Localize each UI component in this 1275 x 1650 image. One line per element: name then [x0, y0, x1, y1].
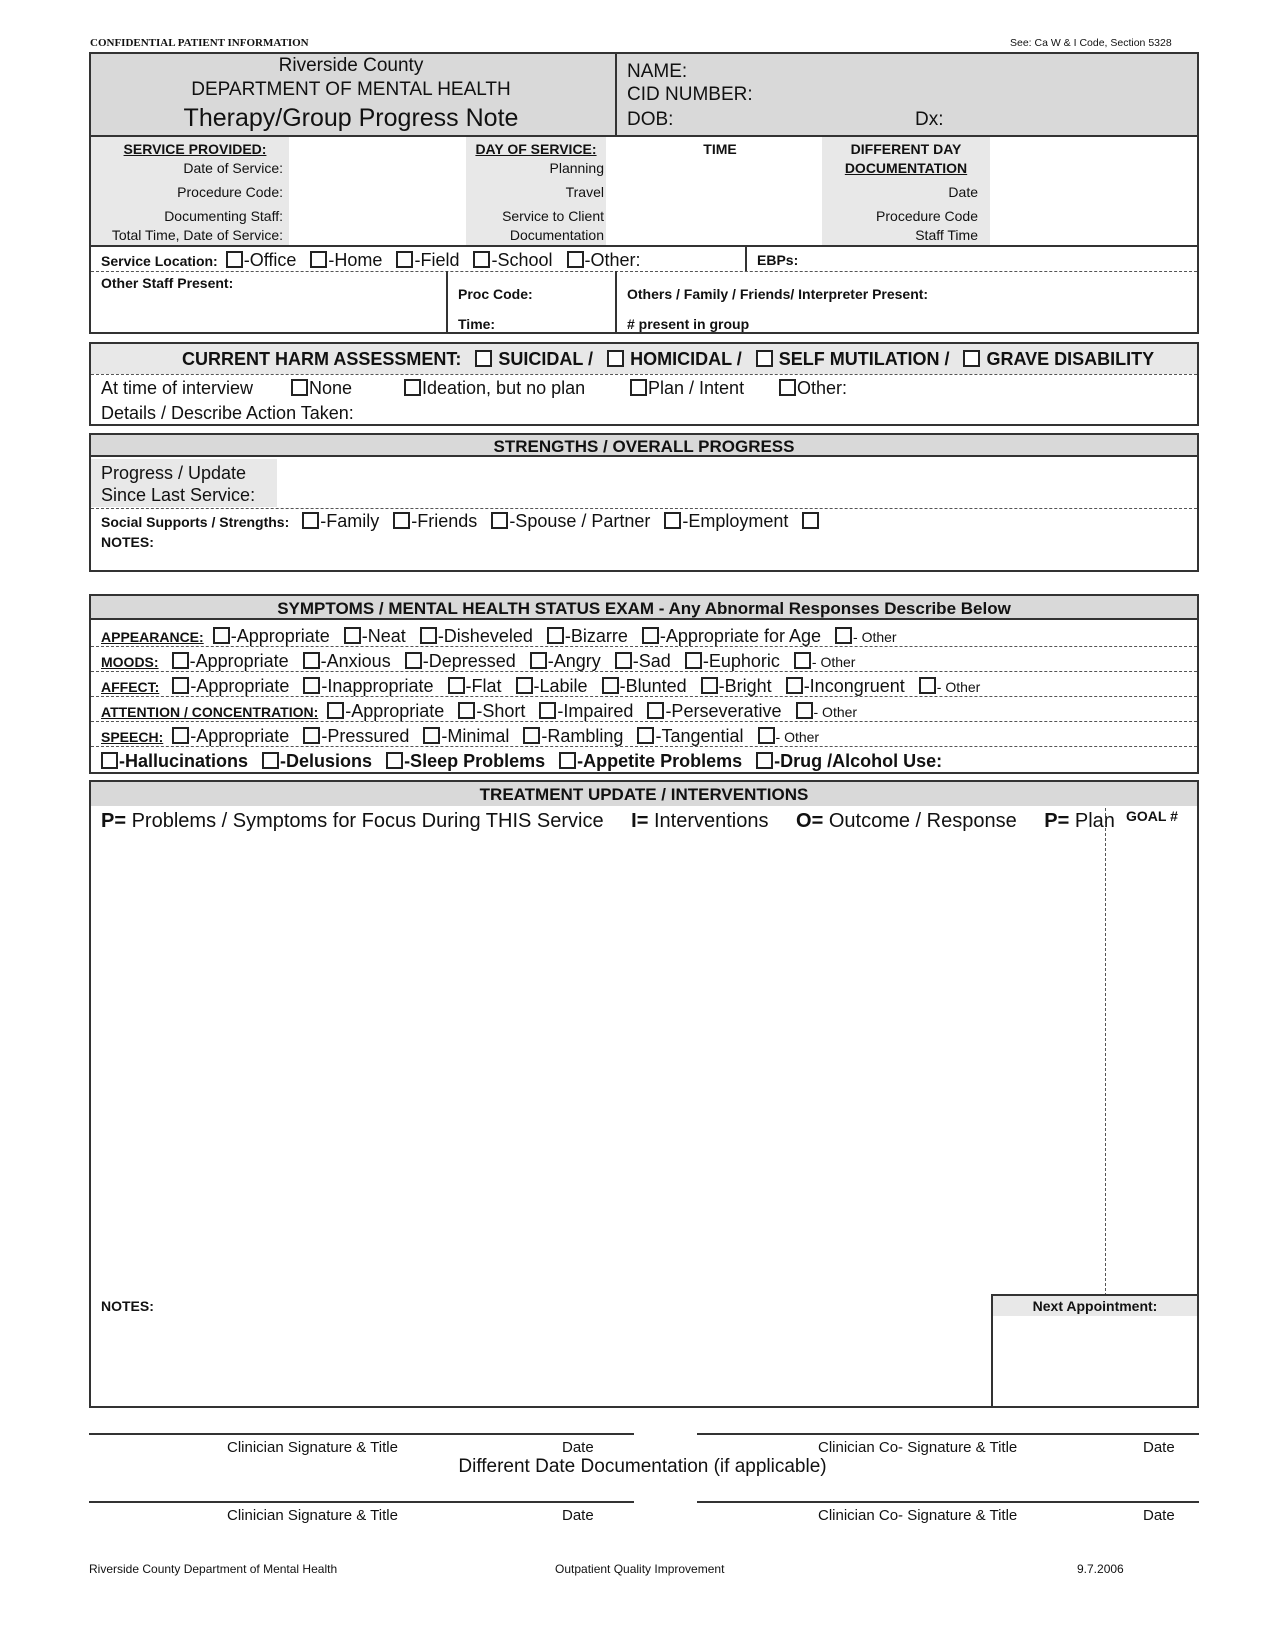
moods-euphoric[interactable]: -Euphoric — [685, 651, 780, 671]
strengths-notes-label: NOTES: — [101, 534, 154, 550]
attention-label: ATTENTION / CONCENTRATION: — [101, 704, 319, 720]
clinician-date-label: Date — [562, 1439, 594, 1456]
documenting-staff-label: Documenting Staff: — [164, 208, 283, 224]
moods-depressed[interactable]: -Depressed — [405, 651, 516, 671]
moods-anxious[interactable]: -Anxious — [303, 651, 391, 671]
service-to-client-label: Service to Client — [502, 208, 604, 224]
footer-date: 9.7.2006 — [1077, 1562, 1124, 1576]
affect-flat[interactable]: -Flat — [448, 676, 502, 696]
friends-checkbox[interactable] — [393, 512, 410, 529]
other-staff-label: Other Staff Present: — [101, 275, 234, 291]
cosign-signature-line-2[interactable] — [697, 1501, 1199, 1503]
harm-heading: CURRENT HARM ASSESSMENT: — [182, 349, 462, 369]
appearance-age-checkbox[interactable] — [642, 627, 659, 644]
county-name: Riverside County — [278, 55, 424, 76]
appetite-checkbox[interactable] — [559, 752, 576, 769]
affect-blunted-checkbox[interactable] — [602, 677, 619, 694]
planning-label: Planning — [549, 160, 604, 176]
affect-labile-checkbox[interactable] — [516, 677, 533, 694]
affect-bright-checkbox[interactable] — [701, 677, 718, 694]
location-school[interactable]: -School — [473, 250, 552, 270]
speech-minimal-checkbox[interactable] — [423, 727, 440, 744]
documentation-heading: DOCUMENTATION — [844, 160, 968, 176]
office-checkbox[interactable] — [226, 251, 243, 268]
moods-angry-checkbox[interactable] — [530, 652, 547, 669]
attention-perseverative[interactable]: -Perseverative — [647, 701, 781, 721]
speech-other[interactable]: - Other — [758, 726, 820, 746]
affect-labile[interactable]: -Labile — [516, 676, 588, 696]
self-mutilation-checkbox[interactable] — [756, 350, 773, 367]
attention-row — [101, 702, 866, 720]
attention-impaired[interactable]: -Impaired — [539, 701, 633, 721]
goal-label: GOAL # — [1126, 808, 1178, 824]
dob-label: DOB: — [627, 109, 674, 130]
other-symptoms-row — [101, 752, 951, 770]
location-office[interactable]: -Office — [226, 250, 297, 270]
attention-impaired-checkbox[interactable] — [539, 702, 556, 719]
affect-incongruent-checkbox[interactable] — [786, 677, 803, 694]
moods-sad[interactable]: -Sad — [615, 651, 671, 671]
symptom-drug-alcohol[interactable]: -Drug /Alcohol Use: — [756, 751, 942, 771]
affect-bright[interactable]: -Bright — [701, 676, 772, 696]
form-title: Therapy/Group Progress Note — [183, 104, 519, 132]
symptom-sleep[interactable]: -Sleep Problems — [386, 751, 545, 771]
speech-rambling[interactable]: -Rambling — [523, 726, 623, 746]
appearance-row — [101, 627, 906, 645]
support-spouse[interactable]: -Spouse / Partner — [491, 511, 650, 531]
attention-appropriate-checkbox[interactable] — [327, 702, 344, 719]
speech-appropriate-checkbox[interactable] — [172, 727, 189, 744]
moods-label: MOODS: — [101, 654, 159, 670]
moods-sad-checkbox[interactable] — [615, 652, 632, 669]
appearance-appropriate-checkbox[interactable] — [213, 627, 230, 644]
attention-short-checkbox[interactable] — [458, 702, 475, 719]
moods-appropriate-checkbox[interactable] — [172, 652, 189, 669]
at-time-label: At time of interview — [101, 378, 254, 398]
drug-alcohol-checkbox[interactable] — [756, 752, 773, 769]
different-day-heading: DIFFERENT DAY — [850, 141, 962, 157]
harm-grave-disability[interactable]: GRAVE DISABILITY — [963, 349, 1154, 369]
harm-homicidal[interactable]: HOMICIDAL / — [607, 349, 742, 369]
harm-heading-row — [182, 350, 1163, 368]
ebps-label: EBPs: — [757, 252, 799, 268]
social-supports-label: Social Supports / Strengths: — [101, 514, 290, 530]
speech-pressured[interactable]: -Pressured — [303, 726, 409, 746]
attention-perseverative-checkbox[interactable] — [647, 702, 664, 719]
school-checkbox[interactable] — [473, 251, 490, 268]
affect-flat-checkbox[interactable] — [448, 677, 465, 694]
location-field[interactable]: -Field — [396, 250, 459, 270]
affect-label: AFFECT: — [101, 679, 160, 695]
hallucinations-checkbox[interactable] — [101, 752, 118, 769]
affect-blunted[interactable]: -Blunted — [602, 676, 687, 696]
suicidal-checkbox[interactable] — [475, 350, 492, 367]
harm-other[interactable]: Other: — [779, 379, 847, 397]
appearance-label: APPEARANCE: — [101, 629, 204, 645]
details-label: Details / Describe Action Taken: — [101, 403, 354, 423]
diff-date-label: Date — [948, 184, 978, 200]
appearance-bizarre-checkbox[interactable] — [547, 627, 564, 644]
moods-appropriate[interactable]: -Appropriate — [172, 651, 289, 671]
field-checkbox[interactable] — [396, 251, 413, 268]
treatment-notes-label: NOTES: — [101, 1298, 154, 1314]
speech-label: SPEECH: — [101, 729, 164, 745]
time-label: Time: — [458, 316, 496, 332]
attention-appropriate[interactable]: -Appropriate — [327, 701, 444, 721]
clinician-signature-label: Clinician Signature & Title — [227, 1439, 398, 1456]
appearance-disheveled-checkbox[interactable] — [420, 627, 437, 644]
others-present-label: Others / Family / Friends/ Interpreter Present: — [627, 286, 929, 302]
diff-staff-time-label: Staff Time — [915, 227, 978, 243]
strengths-heading: STRENGTHS / OVERALL PROGRESS — [493, 437, 795, 456]
department-name: DEPARTMENT OF MENTAL HEALTH — [191, 79, 511, 100]
support-family[interactable]: -Family — [302, 511, 379, 531]
moods-euphoric-checkbox[interactable] — [685, 652, 702, 669]
location-home[interactable]: -Home — [310, 250, 382, 270]
moods-row — [101, 652, 864, 670]
documentation-label: Documentation — [509, 227, 604, 243]
dx-label: Dx: — [915, 109, 944, 130]
speech-row — [101, 727, 828, 745]
speech-minimal[interactable]: -Minimal — [423, 726, 509, 746]
clinician-signature-line[interactable] — [89, 1433, 634, 1435]
present-in-group-label: # present in group — [627, 316, 750, 332]
support-other-checkbox[interactable] — [802, 512, 819, 529]
speech-appropriate[interactable]: -Appropriate — [172, 726, 289, 746]
spouse-checkbox[interactable] — [491, 512, 508, 529]
appearance-bizarre[interactable]: -Bizarre — [547, 626, 628, 646]
footer-department: Outpatient Quality Improvement — [555, 1562, 725, 1576]
code-reference: See: Ca W & I Code, Section 5328 — [1010, 37, 1172, 49]
pior-legend: P= Problems / Symptoms for Focus During THIS Service I= Interventions O= Outcome / Response P= Plan — [101, 810, 1115, 832]
harm-suicidal[interactable]: SUICIDAL / — [475, 349, 593, 369]
speech-rambling-checkbox[interactable] — [523, 727, 540, 744]
service-location-row — [101, 251, 650, 269]
affect-other-checkbox[interactable] — [919, 677, 936, 694]
home-checkbox[interactable] — [310, 251, 327, 268]
affect-inappropriate[interactable]: -Inappropriate — [303, 676, 433, 696]
name-label: NAME: — [627, 61, 688, 82]
other-checkbox[interactable] — [567, 251, 584, 268]
harm-other-checkbox[interactable] — [779, 379, 796, 396]
diff-procedure-code-label: Procedure Code — [876, 208, 978, 224]
speech-pressured-checkbox[interactable] — [303, 727, 320, 744]
cosign-date-label-2: Date — [1143, 1507, 1175, 1524]
progress-label-1: Progress / Update — [101, 463, 247, 483]
moods-anxious-checkbox[interactable] — [303, 652, 320, 669]
support-employment[interactable]: -Employment — [664, 511, 788, 531]
treatment-heading: TREATMENT UPDATE / INTERVENTIONS — [479, 785, 809, 804]
service-provided-heading: SERVICE PROVIDED: — [123, 141, 267, 157]
appearance-neat-checkbox[interactable] — [344, 627, 361, 644]
moods-depressed-checkbox[interactable] — [405, 652, 422, 669]
employment-checkbox[interactable] — [664, 512, 681, 529]
affect-other[interactable]: - Other — [919, 676, 981, 696]
speech-tangential[interactable]: -Tangential — [637, 726, 743, 746]
clinician-signature-line-2[interactable] — [89, 1501, 634, 1503]
affect-appropriate[interactable]: -Appropriate — [172, 676, 289, 696]
cosign-signature-label-2: Clinician Co- Signature & Title — [818, 1507, 1018, 1524]
attention-other[interactable]: - Other — [796, 701, 858, 721]
moods-other[interactable]: - Other — [794, 651, 856, 671]
attention-other-checkbox[interactable] — [796, 702, 813, 719]
support-other[interactable] — [802, 511, 820, 531]
clinician-date-label-2: Date — [562, 1507, 594, 1524]
appearance-neat[interactable]: -Neat — [344, 626, 406, 646]
harm-none[interactable]: None — [291, 379, 352, 397]
delusions-checkbox[interactable] — [262, 752, 279, 769]
cosign-signature-label: Clinician Co- Signature & Title — [818, 1439, 1018, 1456]
progress-label-2: Since Last Service: — [101, 485, 256, 505]
attention-short[interactable]: -Short — [458, 701, 525, 721]
harm-plan-intent[interactable]: Plan / Intent — [630, 379, 744, 397]
procedure-code-label: Procedure Code: — [177, 184, 283, 200]
location-other[interactable]: -Other: — [567, 250, 641, 270]
day-of-service-heading: DAY OF SERVICE: — [475, 141, 597, 157]
mse-heading: SYMPTOMS / MENTAL HEALTH STATUS EXAM - Any Abnormal Responses Describe Below — [277, 599, 1011, 618]
sleep-checkbox[interactable] — [386, 752, 403, 769]
homicidal-checkbox[interactable] — [607, 350, 624, 367]
travel-label: Travel — [565, 184, 604, 200]
appearance-disheveled[interactable]: -Disheveled — [420, 626, 533, 646]
moods-other-checkbox[interactable] — [794, 652, 811, 669]
grave-disability-checkbox[interactable] — [963, 350, 980, 367]
symptom-appetite[interactable]: -Appetite Problems — [559, 751, 742, 771]
total-time-label: Total Time, Date of Service: — [111, 227, 283, 243]
confidential-label: CONFIDENTIAL PATIENT INFORMATION — [90, 37, 309, 49]
harm-self-mutilation[interactable]: SELF MUTILATION / — [756, 349, 950, 369]
family-checkbox[interactable] — [302, 512, 319, 529]
plan-intent-checkbox[interactable] — [630, 379, 647, 396]
appearance-other-checkbox[interactable] — [835, 627, 852, 644]
different-date-heading: Different Date Documentation (if applicable) — [458, 1456, 827, 1477]
symptom-hallucinations[interactable]: -Hallucinations — [101, 751, 248, 771]
support-friends[interactable]: -Friends — [393, 511, 477, 531]
moods-angry[interactable]: -Angry — [530, 651, 601, 671]
symptom-delusions[interactable]: -Delusions — [262, 751, 372, 771]
next-appointment-label: Next Appointment: — [1032, 1298, 1158, 1314]
affect-incongruent[interactable]: -Incongruent — [786, 676, 905, 696]
social-supports-row — [101, 512, 829, 530]
footer-organization: Riverside County Department of Mental Health — [89, 1562, 338, 1576]
appearance-appropriate[interactable]: -Appropriate — [213, 626, 330, 646]
affect-appropriate-checkbox[interactable] — [172, 677, 189, 694]
appearance-other[interactable]: - Other — [835, 626, 897, 646]
harm-ideation[interactable]: Ideation, but no plan — [404, 379, 585, 397]
cid-label: CID NUMBER: — [627, 84, 753, 105]
clinician-signature-label-2: Clinician Signature & Title — [227, 1507, 398, 1524]
ideation-checkbox[interactable] — [404, 379, 421, 396]
affect-row — [101, 677, 989, 695]
none-checkbox[interactable] — [291, 379, 308, 396]
speech-tangential-checkbox[interactable] — [637, 727, 654, 744]
time-heading: TIME — [703, 141, 737, 157]
date-of-service-label: Date of Service: — [183, 160, 283, 176]
service-location-label: Service Location: — [101, 253, 218, 269]
speech-other-checkbox[interactable] — [758, 727, 775, 744]
cosign-date-label: Date — [1143, 1439, 1175, 1456]
affect-inappropriate-checkbox[interactable] — [303, 677, 320, 694]
appearance-age[interactable]: -Appropriate for Age — [642, 626, 821, 646]
cosign-signature-line[interactable] — [697, 1433, 1199, 1435]
proc-code-label: Proc Code: — [458, 286, 533, 302]
